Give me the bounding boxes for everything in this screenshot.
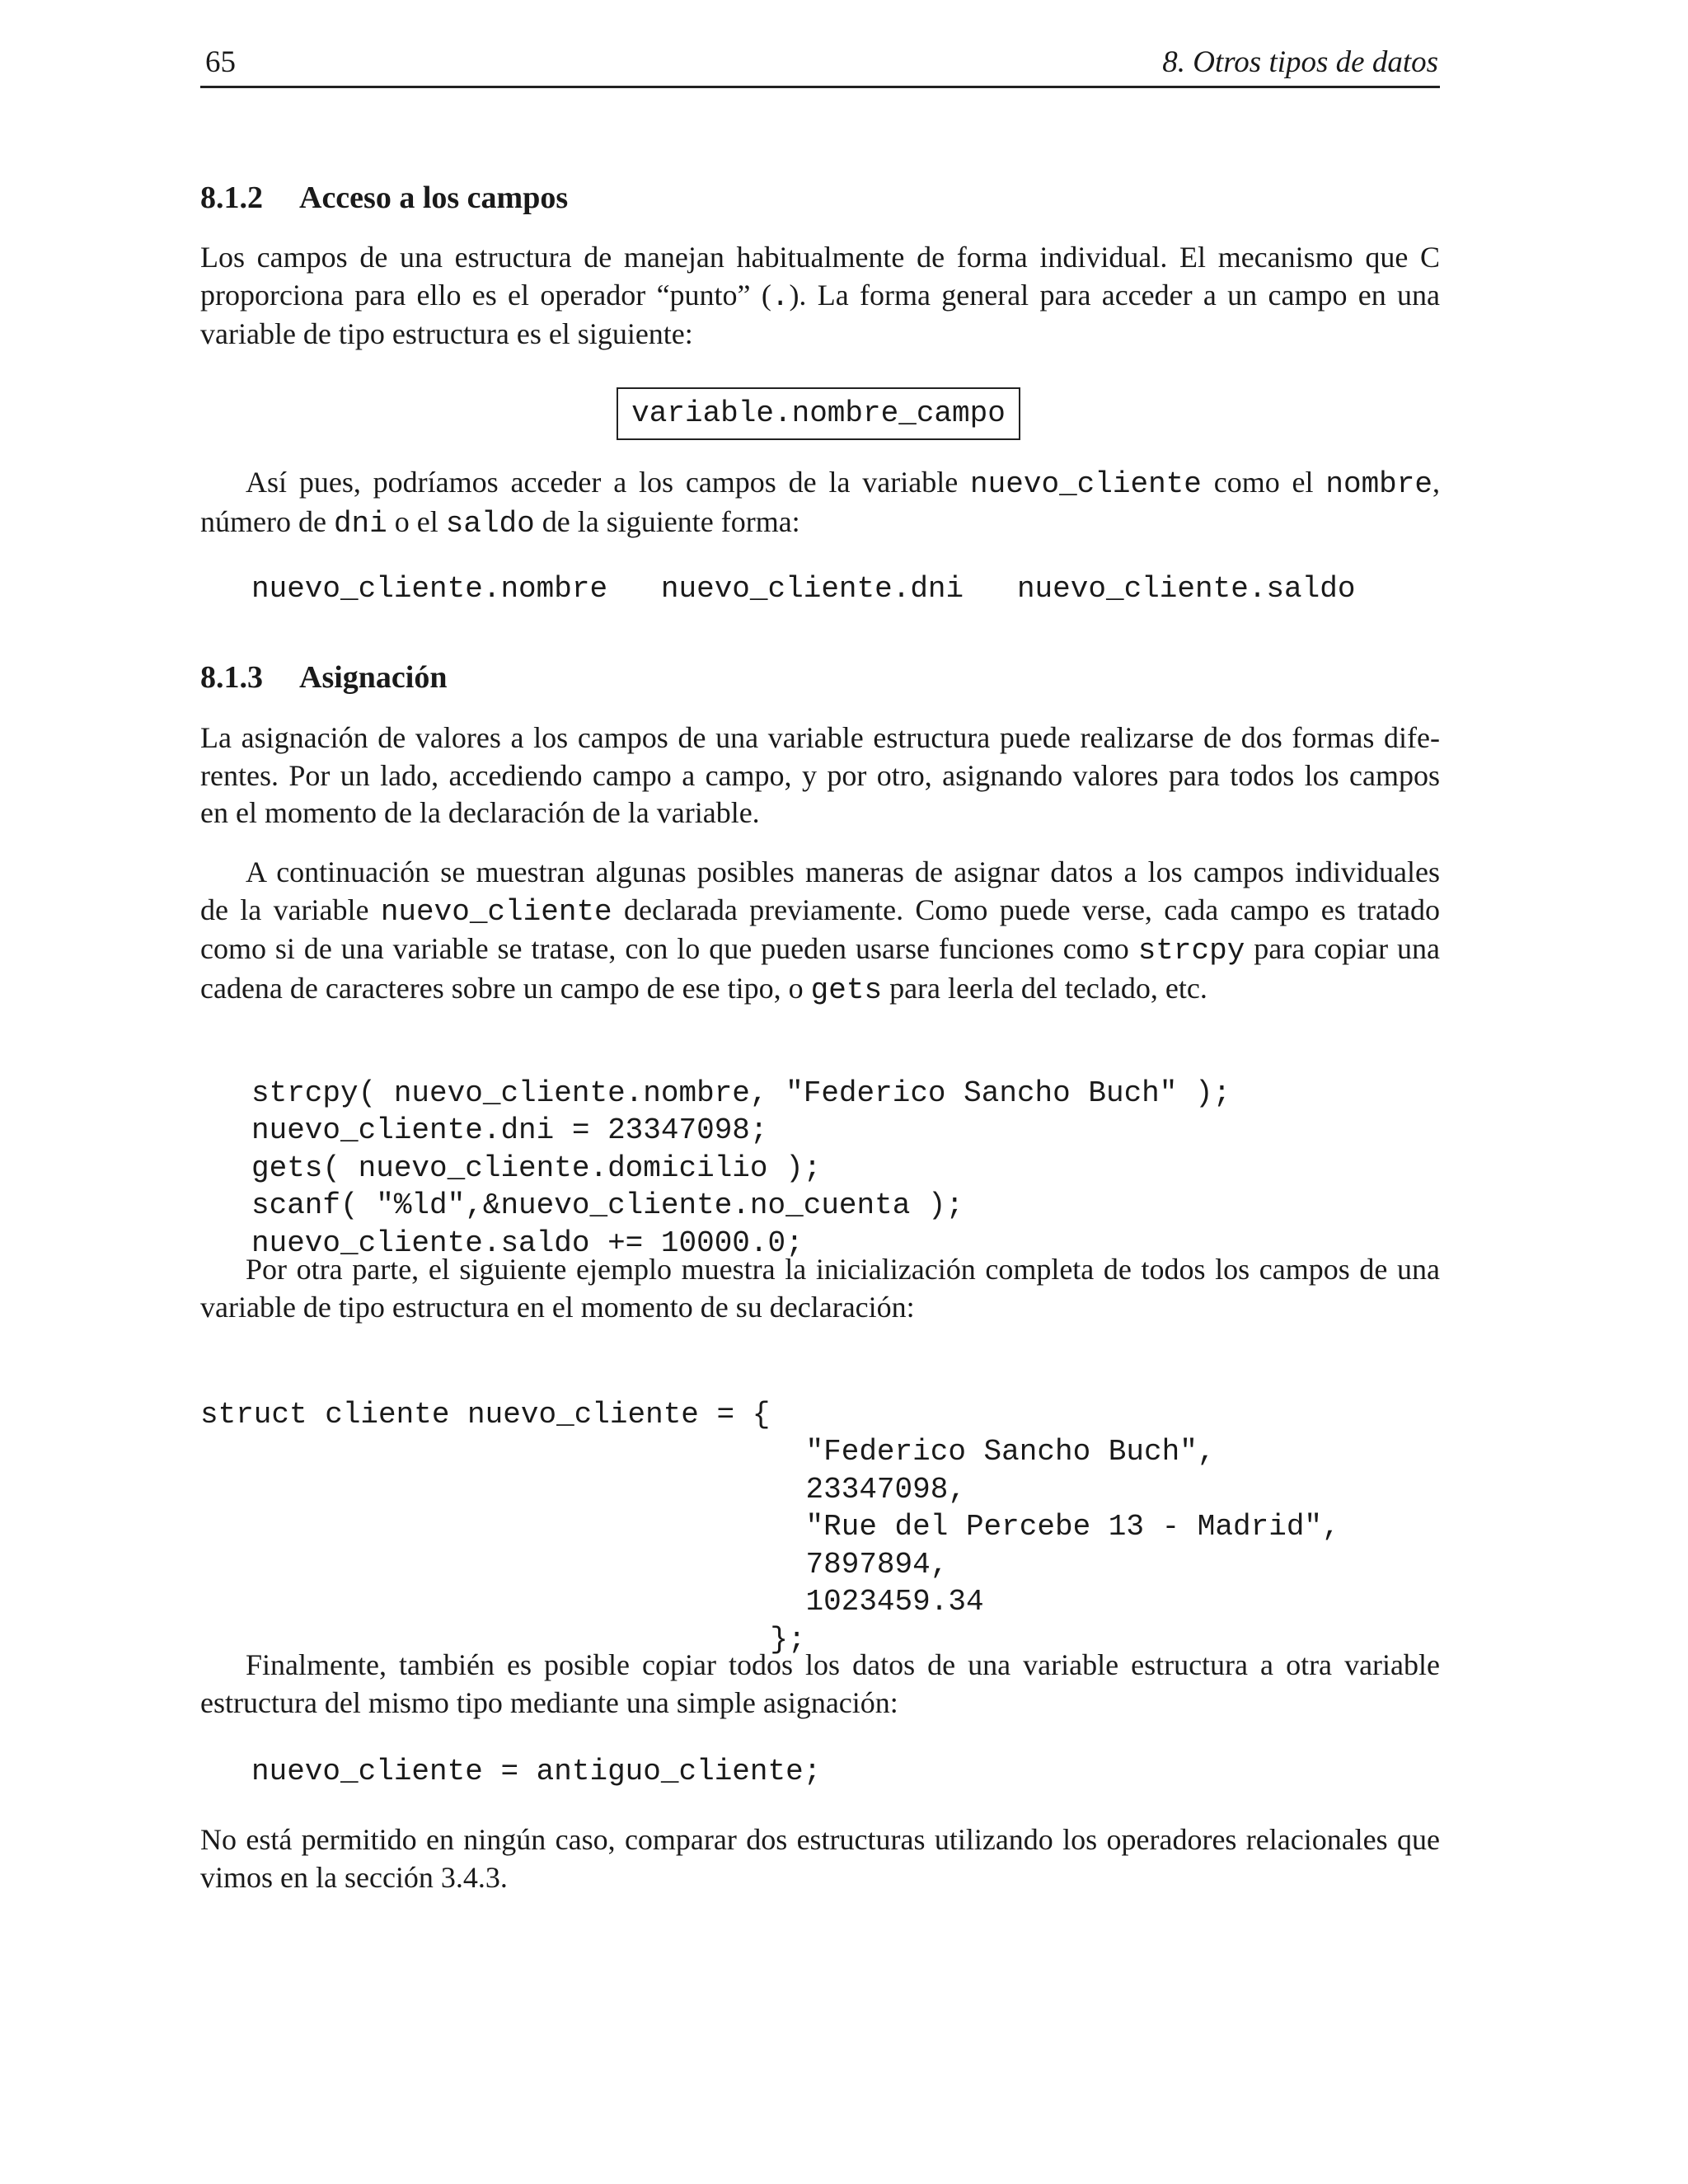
text-run: número de (200, 504, 334, 538)
page-number: 65 (205, 45, 236, 79)
inline-code: gets (810, 972, 883, 1007)
section-heading-8-1-2 (200, 180, 568, 216)
paragraph-assignment-intro (200, 719, 1440, 832)
text-run: ). La forma general para acceder a un campo en una (789, 278, 1441, 312)
text-run: cadena de caracteres sobre un campo de ese tipo, o (200, 971, 811, 1005)
inline-code: . (771, 279, 790, 314)
code-line: strcpy( nuevo_cliente.nombre, "Federico Sancho Buch" ); (251, 1076, 1231, 1110)
paragraph-assignment-fields (200, 854, 1440, 1009)
section-number: 8.1.3 (200, 660, 263, 695)
text-line: Finalmente, también es posible copiar todos los datos de una variable estructura a otra variable (246, 1648, 1440, 1681)
running-header (200, 43, 1440, 88)
text-run: o el (387, 504, 446, 538)
text-line: estructura del mismo tipo mediante una simple asignación: (200, 1685, 898, 1719)
section-heading-8-1-3 (200, 659, 447, 696)
inline-code: nombre (1325, 467, 1432, 501)
code-line: struct cliente nuevo_cliente = { (200, 1397, 771, 1432)
text-line: No está permitido en ningún caso, comparar dos estructuras utilizando los operadores relacionales que (200, 1823, 1440, 1856)
text-line (200, 504, 1440, 543)
text-line (200, 892, 1440, 931)
chapter-title: 8. Otros tipos de datos (1162, 45, 1438, 79)
paragraph-struct-copy (200, 1647, 1440, 1722)
code-line: 1023459.34 (200, 1585, 984, 1619)
text-line: rentes. Por un lado, accediendo campo a campo, y por otro, asignando valores para todos los campos (200, 758, 1440, 792)
inline-code: strcpy (1137, 934, 1245, 968)
text-line: variable de tipo estructura en el momento de su declaración: (200, 1290, 915, 1324)
paragraph-access-example (200, 464, 1440, 542)
code-line: }; (200, 1622, 806, 1657)
text-run: declarada previamente. Como puede verse, cada campo es tratado (612, 893, 1440, 926)
text-line (200, 277, 1440, 316)
text-run: como el (1201, 466, 1326, 499)
code-line: nuevo_cliente.dni = 23347098; (251, 1113, 768, 1147)
code-line: 7897894, (200, 1547, 949, 1582)
code-line: 23347098, (200, 1472, 966, 1507)
text-run: de la variable (200, 893, 381, 926)
text-line: Los campos de una estructura de manejan habitualmente de forma individual. El mecanismo que C (200, 241, 1440, 274)
text-line: A continuación se muestran algunas posibles maneras de asignar datos a los campos individuales (246, 855, 1440, 888)
section-title: Asignación (299, 660, 448, 695)
code-line: nuevo_cliente.saldo += 10000.0; (251, 1226, 804, 1260)
text-run: Así pues, podríamos acceder a los campos de la variable (246, 466, 971, 499)
paragraph-initialization (200, 1251, 1440, 1326)
code-struct-copy: nuevo_cliente = antiguo_cliente; (251, 1755, 822, 1788)
text-line: variable de tipo estructura es el siguiente: (200, 317, 693, 350)
section-number: 8.1.2 (200, 180, 263, 215)
code-block-field-assignments (251, 1037, 1231, 1262)
code-line: "Federico Sancho Buch", (200, 1435, 1216, 1469)
text-line (200, 930, 1440, 970)
paragraph-access-intro (200, 239, 1440, 354)
code-line: scanf( "%ld",&nuevo_cliente.no_cuenta ); (251, 1188, 964, 1222)
text-line: La asignación de valores a los campos de una variable estructura puede realizarse de dos formas dife- (200, 721, 1440, 754)
code-block-struct-initialization (200, 1358, 1340, 1658)
inline-code: saldo (445, 506, 535, 541)
text-run: para copiar una (1245, 932, 1441, 965)
text-run: de la siguiente forma: (534, 504, 800, 538)
code-line: "Rue del Percebe 13 - Madrid", (200, 1510, 1340, 1544)
paragraph-comparison-note (200, 1821, 1440, 1896)
text-line (200, 970, 1440, 1010)
text-line (200, 464, 1440, 504)
text-run: , (1432, 466, 1440, 499)
text-run: como si de una variable se tratase, con lo que pueden usarse funciones como (200, 932, 1138, 965)
inline-code: nuevo_cliente (970, 467, 1202, 501)
inline-code: nuevo_cliente (380, 894, 612, 929)
text-line: vimos en la sección 3.4.3. (200, 1860, 508, 1894)
code-line: gets( nuevo_cliente.domicilio ); (251, 1151, 822, 1185)
section-title: Acceso a los campos (299, 180, 569, 215)
code-field-access-example: nuevo_cliente.nombre nuevo_cliente.dni nuevo_cliente.saldo (251, 572, 1356, 606)
inline-code: dni (333, 506, 387, 541)
text-run: para leerla del teclado, etc. (882, 971, 1207, 1005)
text-line: Por otra parte, el siguiente ejemplo muestra la inicialización completa de todos los campos de una (246, 1253, 1440, 1286)
text-run: proporciona para ello es el operador “punto” ( (200, 278, 771, 312)
text-line: en el momento de la declaración de la variable. (200, 796, 760, 829)
boxed-syntax: variable.nombre_campo (617, 387, 1020, 440)
